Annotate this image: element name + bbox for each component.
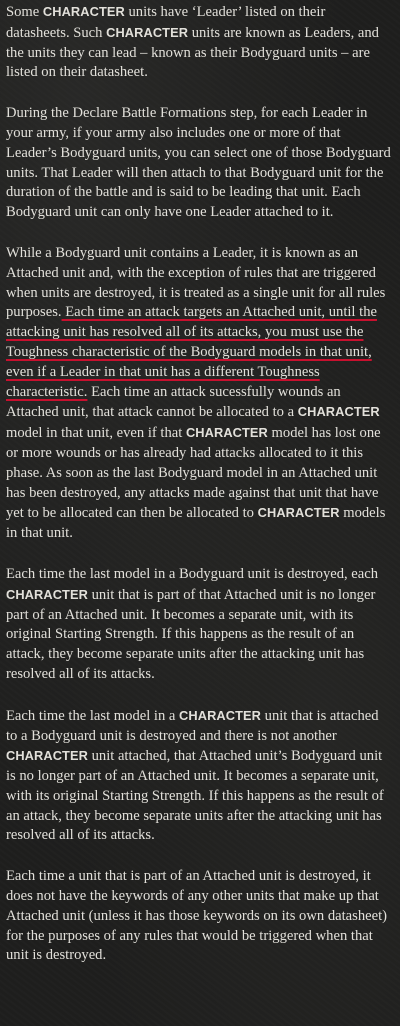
paragraph-leaders-intro [6, 2, 392, 83]
text-segment: models in that unit. [6, 505, 386, 542]
text-segment: units are known as Leaders, and the units they can lead – known as their Bodyguard units – are listed on their datasheet. [6, 24, 379, 81]
text-segment: model has lost one or more wounds or has already had attacks allocated to it this phase. As soon as the last Bodyguard model in an Attached unit has been destroyed, any attacks made against that unit that have yet to be allocated can then be allocated to [6, 425, 381, 522]
text-segment: Some [6, 4, 43, 20]
highlighted-toughness-rule: Each time an attack targets an Attached unit, until the attacking unit has resolved all of its attacks, you must use the Toughness characteristic of the Bodyguard models in that unit, even if a Leader in that unit has a different Toughness characteristic. [6, 304, 377, 400]
paragraph-character-destroyed [6, 706, 392, 847]
keyword-character: CHARACTER [185, 425, 268, 441]
text-segment: Each time the last model in a [6, 707, 180, 724]
text-segment: During the Declare Battle Formations step, for each Leader in your army, if your army also includes one or more of that Leader’s Bodyguard units, you can select one of those Bodyguard units. That Leader will then attach to that Bodyguard unit for the duration of the battle and is said to be leading that unit. Each Bodyguard unit can only have one Leader attached to it. [6, 105, 391, 221]
keyword-character: CHARACTER [257, 505, 340, 521]
keyword-character: CHARACTER [106, 24, 189, 40]
text-segment: units have ‘Leader’ listed on their datasheets. Such [6, 4, 326, 41]
text-segment: unit that is attached to a Bodyguard unit is destroyed and there is not another [6, 707, 379, 744]
text-segment: model in that unit, even if that [6, 425, 186, 442]
paragraph-declare-battle-formations [6, 104, 392, 223]
text-segment: unit attached, that Attached unit’s Bodyguard unit is no longer part of an Attached unit. It becomes a separate unit, with its original Starting Strength. If this happens as the result of an attack, they become separate units after the attacking unit has resolved all of its attacks. [6, 748, 384, 844]
keyword-character: CHARACTER [297, 404, 380, 420]
text-segment: Each time a unit that is part of an Attached unit is destroyed, it does not have the keywords of any other units that make up that Attached unit (unless it has those keywords on its own datasheet) for the purposes of any rules that would be triggered when that unit is destroyed. [6, 868, 387, 964]
keyword-character: CHARACTER [42, 4, 125, 19]
text-segment: Each time the last model in a Bodyguard unit is destroyed, each [6, 565, 379, 582]
keyword-character: CHARACTER [179, 707, 261, 723]
keyword-character: CHARACTER [6, 748, 88, 764]
paragraph-bodyguard-destroyed [6, 565, 392, 685]
text-segment: While a Bodyguard unit contains a Leader, it is known as an Attached unit and, with the exception of rules that are triggered when units are destroyed, it is treated as a single unit for all rules purposes. [6, 244, 386, 321]
text-segment: unit that is part of that Attached unit is no longer part of an Attached unit. It becomes a separate unit, with its original Starting Strength. If this happens as the result of an attack, they become separate units after the attacking unit has resolved all of its attacks. [6, 586, 376, 682]
text-segment: Each time an attack sucessfully wounds an Attached unit, that attack cannot be allocated to a [6, 383, 341, 421]
paragraph-attached-unit [6, 244, 392, 544]
paragraph-keywords-on-destruction [6, 867, 392, 966]
keyword-character: CHARACTER [6, 586, 88, 602]
